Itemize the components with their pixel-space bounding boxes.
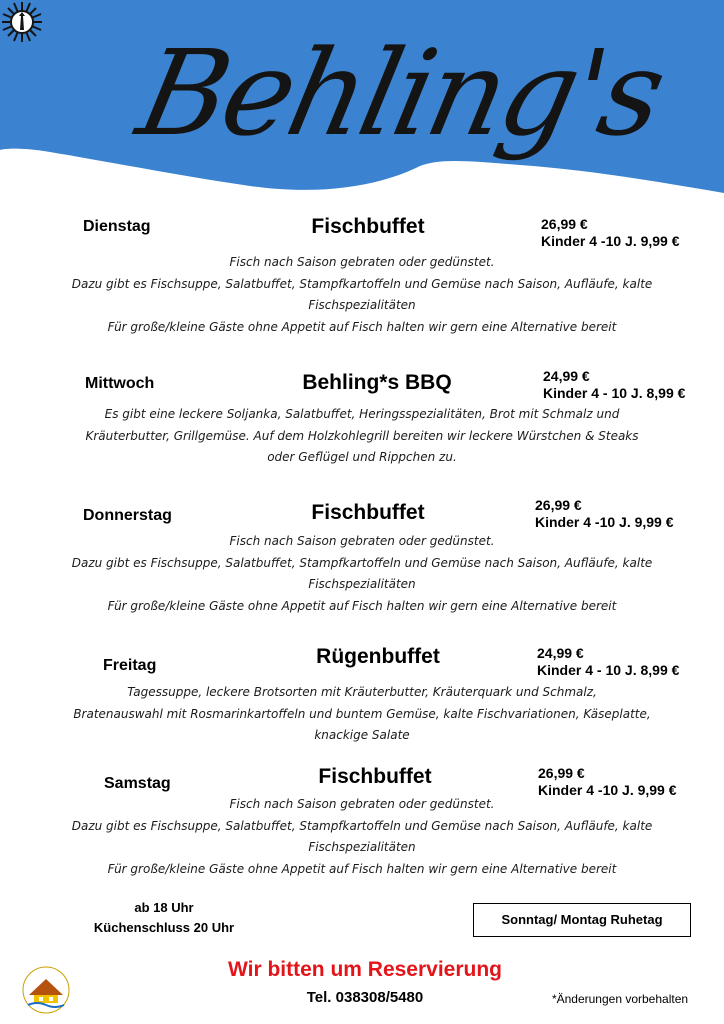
description-line: Es gibt eine leckere Soljanka, Salatbuffet, Heringsspezialitäten, Brot mit Schmalz und xyxy=(104,407,620,421)
price-adult: 26,99 € xyxy=(538,765,585,781)
buffet-description xyxy=(40,531,684,617)
closed-days-box: Sonntag/ Montag Ruhetag xyxy=(473,903,691,937)
price-kids: Kinder 4 - 10 J. 8,99 € xyxy=(543,385,686,401)
day-label: Donnerstag xyxy=(83,507,172,524)
price-block xyxy=(543,368,685,402)
day-label: Samstag xyxy=(104,775,171,792)
brand-logo: Behling's xyxy=(127,24,674,162)
price-adult: 24,99 € xyxy=(537,645,584,661)
description-line: Fisch nach Saison gebraten oder gedünstet. xyxy=(229,797,495,811)
day-label: Dienstag xyxy=(83,218,151,235)
changes-note: *Änderungen vorbehalten xyxy=(551,992,689,1006)
description-line: Tagessuppe, leckere Brotsorten mit Kräuterbutter, Kräuterquark und Schmalz, xyxy=(127,685,597,699)
price-adult: 24,99 € xyxy=(543,368,590,384)
description-line: knackige Salate xyxy=(314,728,410,742)
buffet-description xyxy=(40,252,684,338)
price-adult: 26,99 € xyxy=(541,216,588,232)
price-kids: Kinder 4 - 10 J. 8,99 € xyxy=(537,662,680,678)
description-line: Fisch nach Saison gebraten oder gedünstet. xyxy=(229,534,495,548)
price-block xyxy=(541,216,680,250)
thatched-house-stamp-icon xyxy=(22,966,70,1014)
buffet-title: Fischbuffet xyxy=(311,215,425,238)
buffet-description xyxy=(40,682,684,747)
description-line: Bratenauswahl mit Rosmarinkartoffeln und buntem Gemüse, kalte Fischvariationen, Käseplatte, xyxy=(73,706,651,721)
buffet-description xyxy=(40,794,684,880)
price-kids: Kinder 4 -10 J. 9,99 € xyxy=(535,514,674,530)
buffet-title: Behling*s BBQ xyxy=(302,371,452,394)
buffet-title: Rügenbuffet xyxy=(316,645,440,668)
kitchen-close-time: Küchenschluss 20 Uhr xyxy=(93,920,235,935)
price-kids: Kinder 4 -10 J. 9,99 € xyxy=(538,782,677,798)
description-line: Dazu gibt es Fischsuppe, Salatbuffet, Stampfkartoffeln und Gemüse nach Saison, Aufläufe, kalte xyxy=(71,818,653,833)
description-line: Für große/kleine Gäste ohne Appetit auf Fisch halten wir gern eine Alternative bereit xyxy=(107,861,617,876)
phone-number[interactable]: Tel. 038308/5480 xyxy=(306,989,424,1006)
description-line: Fischspezialitäten xyxy=(308,577,416,591)
price-adult: 26,99 € xyxy=(535,497,582,513)
opening-hours xyxy=(74,898,254,938)
description-line: Fischspezialitäten xyxy=(308,840,416,854)
description-line: Fisch nach Saison gebraten oder gedünstet. xyxy=(229,255,495,269)
description-line: Fischspezialitäten xyxy=(308,298,416,312)
description-line: Kräuterbutter, Grillgemüse. Auf dem Holzkohlegrill bereiten wir leckere Würstchen & Steaks xyxy=(85,428,639,443)
header-banner xyxy=(0,0,724,200)
description-line: oder Geflügel und Rippchen zu. xyxy=(267,450,457,464)
buffet-title: Fischbuffet xyxy=(311,501,425,524)
price-block xyxy=(535,497,674,531)
sun-lighthouse-icon xyxy=(0,0,44,44)
buffet-title: Fischbuffet xyxy=(318,765,432,788)
hours-start: ab 18 Uhr xyxy=(134,900,194,915)
description-line: Für große/kleine Gäste ohne Appetit auf Fisch halten wir gern eine Alternative bereit xyxy=(107,598,617,613)
day-label: Mittwoch xyxy=(85,375,155,392)
price-kids: Kinder 4 -10 J. 9,99 € xyxy=(541,233,680,249)
description-line: Dazu gibt es Fischsuppe, Salatbuffet, Stampfkartoffeln und Gemüse nach Saison, Aufläufe, kalte xyxy=(71,555,653,570)
description-line: Dazu gibt es Fischsuppe, Salatbuffet, Stampfkartoffeln und Gemüse nach Saison, Aufläufe, kalte xyxy=(71,276,653,291)
price-block xyxy=(537,645,679,679)
day-label: Freitag xyxy=(103,657,157,674)
description-line: Für große/kleine Gäste ohne Appetit auf Fisch halten wir gern eine Alternative bereit xyxy=(107,319,617,334)
reservation-note: Wir bitten um Reservierung xyxy=(227,958,503,981)
buffet-description xyxy=(40,404,684,469)
